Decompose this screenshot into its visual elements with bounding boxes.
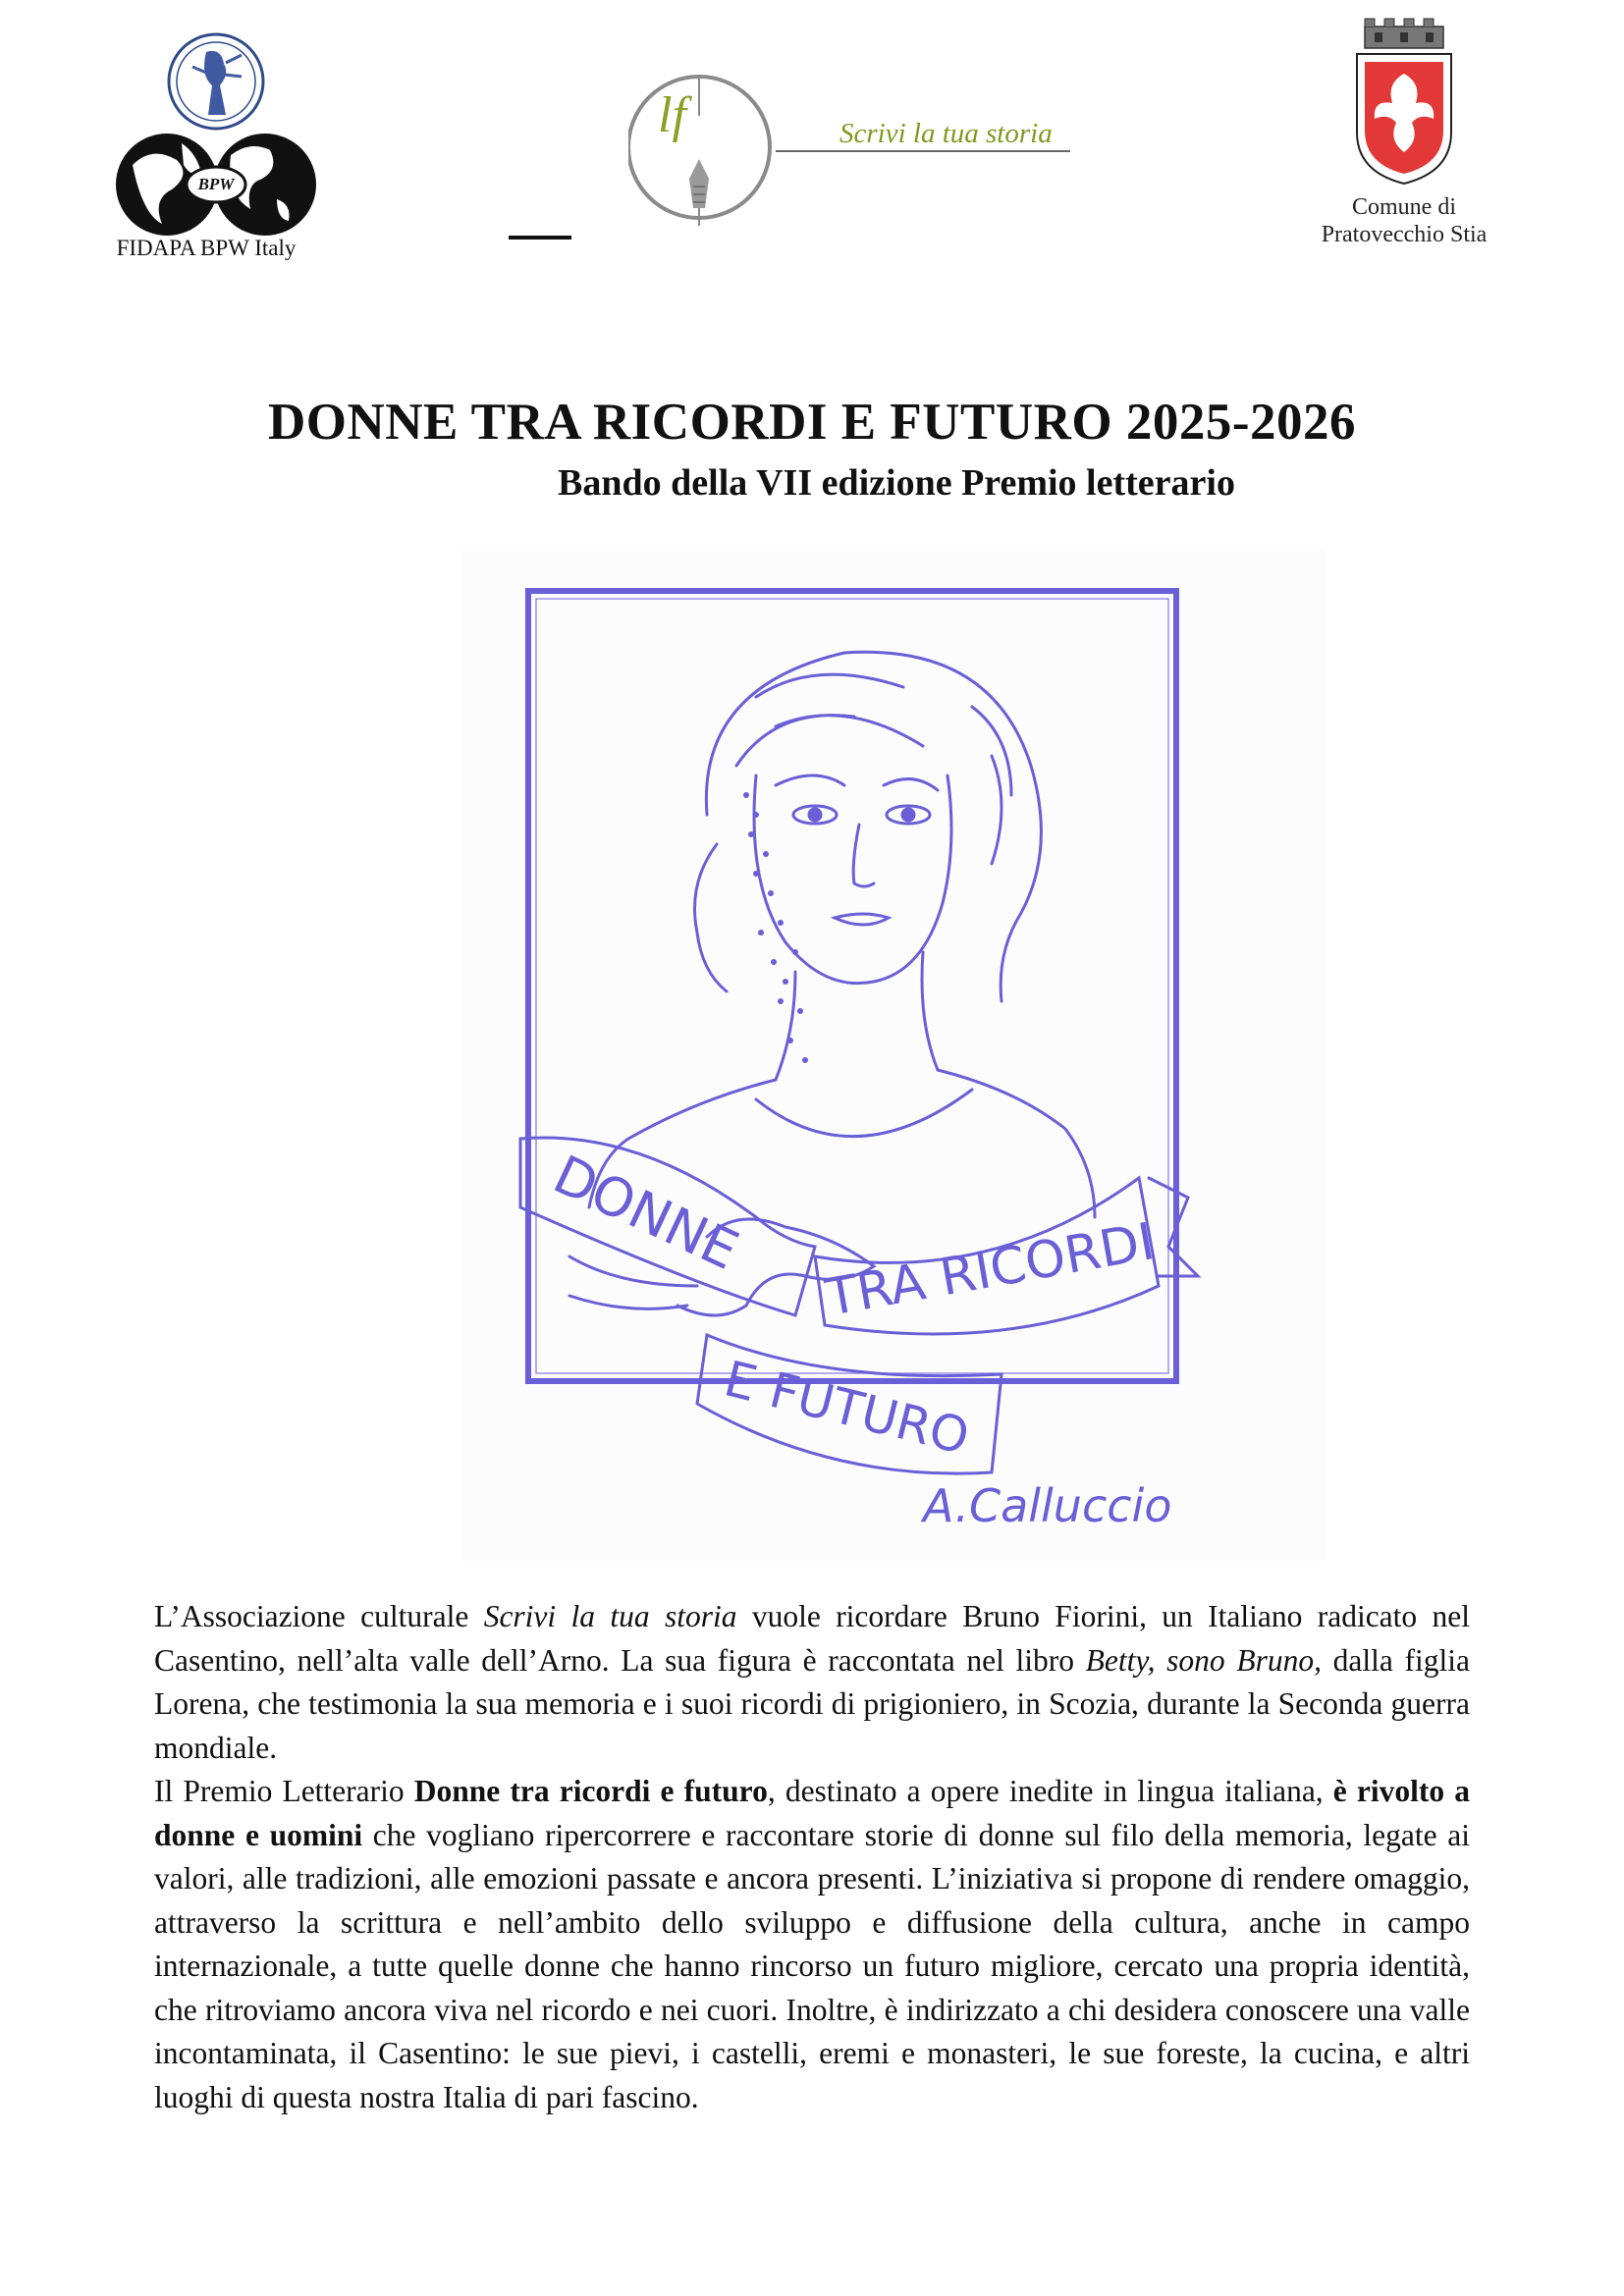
p1-book-title: Betty, sono Bruno, [1085, 1642, 1322, 1678]
p1-text-2: vuole ricordare Bruno Fiorini, un Italiano radicato nel Casentino, nell’alta valle dell’Arno. La sua figura è raccontata nel libro [154, 1599, 1470, 1678]
bpw-logo-text: BPW [197, 175, 235, 193]
banner-words-tra-ricordi: TRA RICORDI [821, 1212, 1160, 1328]
paragraph-2 [154, 1770, 1470, 2119]
association-tagline: Scrivi la tua storia [839, 118, 1053, 149]
fidapa-caption: FIDAPA BPW Italy [116, 236, 297, 260]
body-text [154, 1595, 1470, 2119]
comune-coat-of-arms [1306, 15, 1502, 260]
comune-line-2: Pratovecchio Stia [1321, 222, 1488, 247]
illustration [461, 550, 1326, 1561]
comune-line-1: Comune di [1352, 194, 1456, 220]
artist-signature: A.Calluccio [923, 1479, 1172, 1532]
page-subtitle: Bando della VII edizione Premio letterario [558, 462, 1235, 504]
p2-text-1: Il Premio Letterario [154, 1774, 414, 1808]
p1-association-name: Scrivi la tua storia [483, 1599, 737, 1633]
p2-text-3: che vogliano ripercorrere e raccontare storie di donne sul filo della memoria, legate ai valori, alle tradizioni, alle emozioni passate e ancora presenti. L’iniziativa si propone di rendere omaggio, attraverso la scrittura e nell’ambito dello sviluppo e diffusione della cultura, anche in campo internazionale, a tutte quelle donne che hanno rincorso un futuro migliore, cercato una propria identità, che ritroviamo ancora viva nel ricordo e nei cuori. Inoltre, è indirizzato a chi desidera conoscere una valle incontaminata, il Casentino: le sue pievi, i castelli, eremi e monasteri, le sue foreste, la cucina, e altri luoghi di questa nostra Italia di pari fascino. [154, 1817, 1470, 2114]
paragraph-1 [154, 1595, 1470, 1770]
fidapa-logo [108, 27, 324, 263]
p1-text-3: dalla figlia Lorena, che testimonia la sua memoria e i suoi ricordi di prigioniero, in Scozia, durante la Seconda guerra mondiale. [154, 1642, 1470, 1765]
p2-prize-name: Donne tra ricordi e futuro [413, 1774, 768, 1808]
p2-audience: è rivolto a donne e uomini [154, 1774, 1470, 1852]
page-title: DONNE TRA RICORDI E FUTURO 2025-2026 [267, 394, 1357, 451]
banner-words-e-futuro: E FUTURO [719, 1350, 975, 1467]
lf-monogram: lf [658, 87, 686, 143]
separator-dash [509, 236, 571, 240]
subtitle-wrapper [0, 461, 1624, 505]
p1-text-1: L’Associazione culturale [154, 1599, 484, 1633]
p2-text-2: , destinato a opere inedite in lingua italiana, [767, 1774, 1333, 1808]
scrivi-la-tua-storia-logo [628, 69, 1070, 236]
banner-word-donne: DONNE [544, 1143, 748, 1282]
